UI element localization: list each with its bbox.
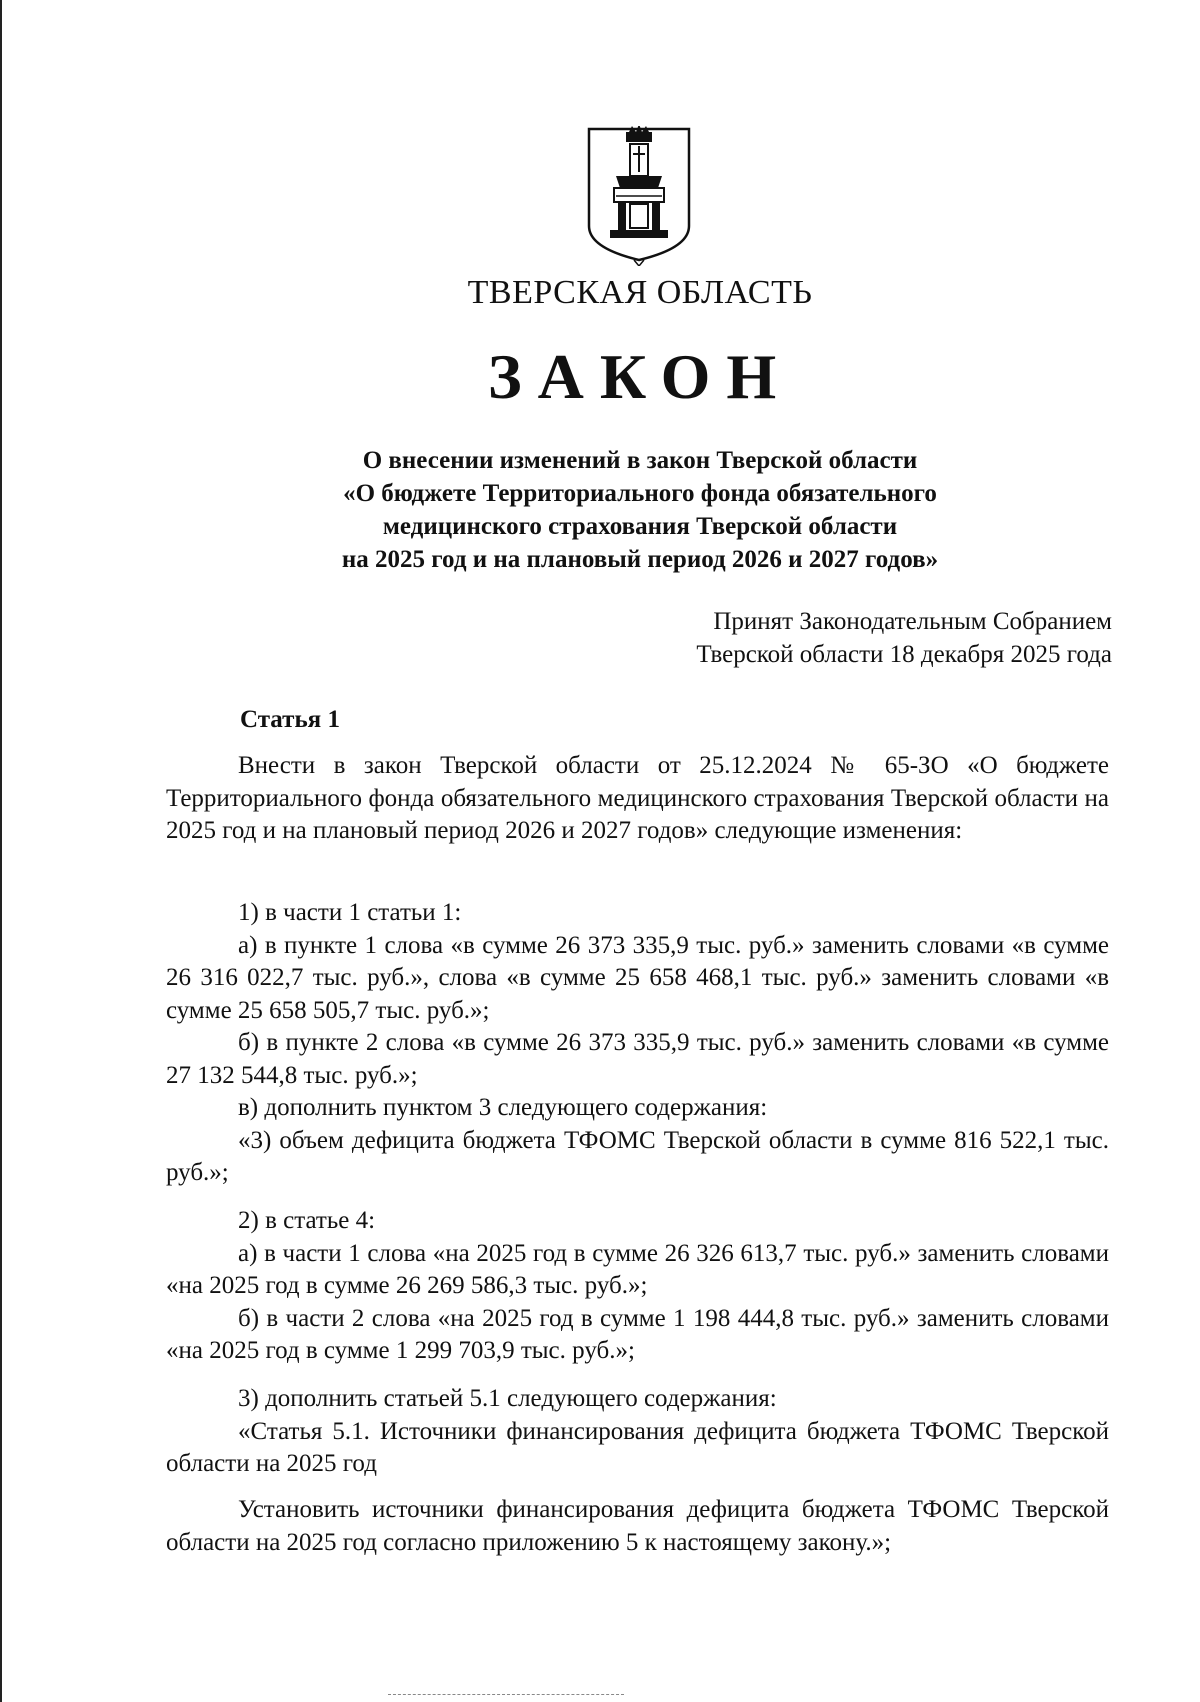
document-type-title: ЗАКОН bbox=[487, 341, 793, 412]
region-name: ТВЕРСКАЯ ОБЛАСТЬ bbox=[467, 274, 813, 311]
article-heading: Статья 1 bbox=[240, 706, 340, 733]
part2-item-a: а) в части 1 слова «на 2025 год в сумме 26 326 613,7 тыс. руб.» заменить словами «на 2025 год в сумме 26 269 586,3 тыс. руб.»; bbox=[166, 1239, 1109, 1299]
part3-block bbox=[166, 1383, 1109, 1481]
part3-article-title: «Статья 5.1. Источники финансирования дефицита бюджета ТФОМС Тверской области на 2025 год bbox=[166, 1417, 1109, 1477]
part1-item-c-text: «3) объем дефицита бюджета ТФОМС Тверской области в сумме 816 522,1 тыс. руб.»; bbox=[166, 1126, 1109, 1186]
part1-heading: 1) в части 1 статьи 1: bbox=[238, 899, 462, 926]
part2-item-b: б) в части 2 слова «на 2025 год в сумме 1 198 444,8 тыс. руб.» заменить словами «на 2025 год в сумме 1 299 703,9 тыс. руб.»; bbox=[166, 1304, 1109, 1364]
part1-item-c: в) дополнить пунктом 3 следующего содержания: bbox=[238, 1094, 768, 1121]
subtitle-line: О внесении изменений в закон Тверской области bbox=[362, 447, 918, 474]
part1-item-a: а) в пункте 1 слова «в сумме 26 373 335,9 тыс. руб.» заменить словами «в сумме 26 316 022,7 тыс. руб.», слова «в сумме 25 658 468,1 тыс. руб.» заменить словами «в сумме 25 658 505,7 тыс. руб.»; bbox=[166, 931, 1109, 1024]
coat-of-arms-icon bbox=[586, 126, 692, 266]
adoption-line-1: Принят Законодательным Собранием bbox=[713, 608, 1112, 635]
scan-edge-line bbox=[0, 0, 2, 1702]
part1-block bbox=[166, 897, 1109, 1190]
adoption-note bbox=[696, 605, 1112, 671]
subtitle-line: «О бюджете Территориального фонда обязательного bbox=[343, 480, 937, 507]
part3-article-text: Установить источники финансирования дефицита бюджета ТФОМС Тверской области на 2025 год согласно приложению 5 к настоящему закону.»; bbox=[166, 1496, 1109, 1556]
article-intro: Внести в закон Тверской области от 25.12.2024 № 65-ЗО «О бюджете Территориального фонда обязательного медицинского страхования Тверской области на 2025 год и на плановый период 2026 и 2027 годов» следующие изменения: bbox=[166, 752, 1109, 844]
adoption-line-2: Тверской области 18 декабря 2025 года bbox=[696, 641, 1112, 668]
part2-block bbox=[166, 1205, 1109, 1368]
part3-heading: 3) дополнить статьей 5.1 следующего содержания: bbox=[238, 1385, 777, 1412]
part1-item-b: б) в пункте 2 слова «в сумме 26 373 335,9 тыс. руб.» заменить словами «в сумме 27 132 544,8 тыс. руб.»; bbox=[166, 1029, 1109, 1089]
part2-heading: 2) в статье 4: bbox=[238, 1207, 376, 1234]
subtitle-line: на 2025 год и на плановый период 2026 и 2027 годов» bbox=[341, 546, 939, 573]
page-bottom-mark bbox=[388, 1694, 624, 1696]
law-subtitle bbox=[220, 444, 1060, 576]
subtitle-line: медицинского страхования Тверской области bbox=[382, 513, 898, 540]
part3-text-block bbox=[166, 1494, 1109, 1559]
article-intro-block bbox=[166, 750, 1109, 848]
